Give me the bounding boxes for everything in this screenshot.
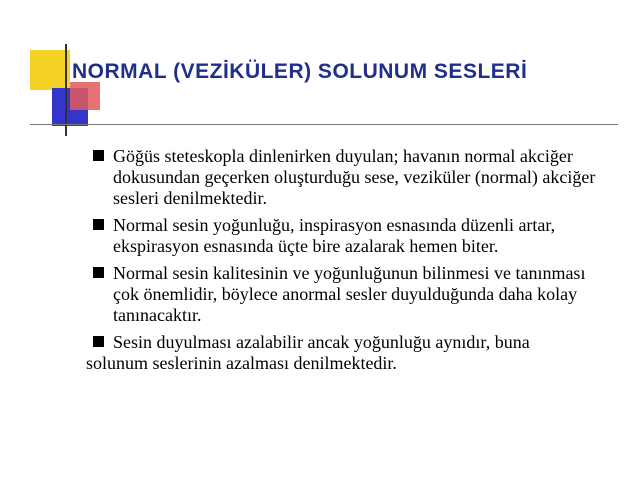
bullet-item	[84, 263, 614, 326]
slide-title: NORMAL (VEZİKÜLER) SOLUNUM SESLERİ	[72, 60, 528, 83]
decorative-yellow-square	[30, 50, 70, 90]
bullet-text: Normal sesin kalitesinin ve yoğunluğunun bilinmesi ve tanınması çok önemlidir, böylece anormal sesler duyulduğunda daha kolay tanınacaktır.	[113, 263, 586, 325]
title-divider	[30, 124, 618, 125]
bullet-item	[84, 146, 614, 209]
bullet-square-icon	[93, 150, 104, 161]
decorative-vertical-line	[65, 44, 67, 136]
bullet-square-icon	[93, 336, 104, 347]
bullet-square-icon	[93, 267, 104, 278]
bullet-text: Normal sesin yoğunluğu, inspirasyon esnasında düzenli artar, ekspirasyon esnasında üçte bire azalarak hemen biter.	[113, 215, 556, 256]
bullet-text: Sesin duyulması azalabilir ancak yoğunluğu aynıdır, buna	[113, 332, 530, 352]
decorative-red-square	[70, 82, 100, 110]
bullet-item	[84, 332, 614, 374]
bullet-item	[84, 215, 614, 257]
bullet-text: Göğüs steteskopla dinlenirken duyulan; havanın normal akciğer dokusundan geçerken oluşturduğu sese, veziküler (normal) akciğer sesleri denilmektedir.	[113, 146, 596, 208]
bullet-list	[84, 146, 614, 380]
bullet-square-icon	[93, 219, 104, 230]
bullet-continuation-text: solunum seslerinin azalması denilmektedir.	[86, 353, 397, 373]
